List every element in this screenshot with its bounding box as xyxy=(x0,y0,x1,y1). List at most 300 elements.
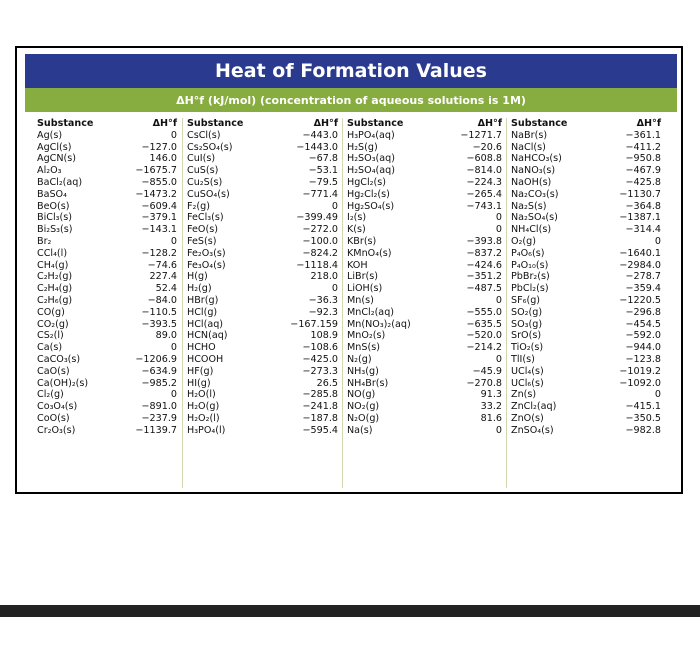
enthalpy-cell: 0 xyxy=(170,342,177,354)
table-row xyxy=(507,425,665,437)
enthalpy-cell: −270.8 xyxy=(466,377,502,389)
substance-cell: HgCl₂(s) xyxy=(347,176,386,188)
substance-cell: HCl(aq) xyxy=(187,318,224,330)
enthalpy-cell: −2984.0 xyxy=(619,259,661,271)
substance-cell: PbBr₂(s) xyxy=(511,271,550,283)
substance-cell: P₄O₆(s) xyxy=(511,247,545,259)
substance-cell: NH₄Br(s) xyxy=(347,377,389,389)
substance-cell: CuI(s) xyxy=(187,153,216,165)
table-row xyxy=(507,153,665,165)
table-row xyxy=(183,425,342,437)
enthalpy-cell: 146.0 xyxy=(149,153,177,165)
enthalpy-cell: −84.0 xyxy=(147,294,177,306)
substance-cell: CaCO₃(s) xyxy=(37,353,81,365)
substance-cell: LiOH(s) xyxy=(347,283,383,295)
table-row xyxy=(343,283,506,295)
table-row xyxy=(507,366,665,378)
substance-cell: MnS(s) xyxy=(347,342,380,354)
table-row xyxy=(33,189,181,201)
enthalpy-cell: 0 xyxy=(654,235,661,247)
substance-cell: Mn(NO₃)₂(aq) xyxy=(347,318,411,330)
table-row xyxy=(507,189,665,201)
enthalpy-cell: −487.5 xyxy=(466,283,502,295)
table-row xyxy=(33,401,181,413)
table-row xyxy=(343,236,506,248)
enthalpy-cell: −824.2 xyxy=(302,247,338,259)
table-row xyxy=(507,271,665,283)
substance-cell: H(g) xyxy=(187,271,208,283)
substance-cell: H₂SO₄(aq) xyxy=(347,165,396,177)
table-row xyxy=(507,177,665,189)
substance-cell: Na₂SO₄(s) xyxy=(511,212,558,224)
substance-cell: N₂O(g) xyxy=(347,412,380,424)
column-header xyxy=(507,118,665,130)
enthalpy-cell: −74.6 xyxy=(147,259,177,271)
table-row xyxy=(33,295,181,307)
table-row xyxy=(343,271,506,283)
substance-cell: Al₂O₃ xyxy=(37,165,62,177)
table-row xyxy=(343,248,506,260)
enthalpy-cell: −855.0 xyxy=(141,176,177,188)
substance-cell: Mn(s) xyxy=(347,294,374,306)
substance-cell: Na₂CO₃(s) xyxy=(511,188,559,200)
table-row xyxy=(507,283,665,295)
substance-cell: FeCl₃(s) xyxy=(187,212,224,224)
enthalpy-cell: −393.5 xyxy=(141,318,177,330)
table-row xyxy=(33,130,181,142)
enthalpy-cell: −454.5 xyxy=(625,318,661,330)
enthalpy-cell: −592.0 xyxy=(625,330,661,342)
enthalpy-cell: 0 xyxy=(331,200,338,212)
header-substance: Substance xyxy=(37,118,94,129)
table-row xyxy=(33,212,181,224)
substance-cell: KMnO₄(s) xyxy=(347,247,392,259)
enthalpy-cell: −379.1 xyxy=(141,212,177,224)
table-row xyxy=(33,201,181,213)
substance-cell: CS₂(l) xyxy=(37,330,64,342)
enthalpy-cell: −467.9 xyxy=(625,165,661,177)
enthalpy-cell: −143.1 xyxy=(141,224,177,236)
table-row xyxy=(507,413,665,425)
table-row xyxy=(343,366,506,378)
table-row xyxy=(343,401,506,413)
substance-cell: O₂(g) xyxy=(511,235,536,247)
header-value: ΔH°f xyxy=(636,118,661,129)
substance-cell: AgCN(s) xyxy=(37,153,77,165)
substance-cell: SO₃(g) xyxy=(511,318,543,330)
enthalpy-cell: −67.8 xyxy=(308,153,338,165)
enthalpy-cell: 0 xyxy=(495,424,502,436)
enthalpy-cell: −1387.1 xyxy=(619,212,661,224)
substance-cell: Cr₂O₃(s) xyxy=(37,424,76,436)
substance-cell: AgCl(s) xyxy=(37,141,72,153)
enthalpy-cell: −1139.7 xyxy=(135,424,177,436)
substance-cell: MnCl₂(aq) xyxy=(347,306,395,318)
enthalpy-cell: 0 xyxy=(654,389,661,401)
table-title: Heat of Formation Values xyxy=(25,54,677,88)
enthalpy-cell: −224.3 xyxy=(466,176,502,188)
table-row xyxy=(183,153,342,165)
enthalpy-cell: −555.0 xyxy=(466,306,502,318)
table-row xyxy=(507,354,665,366)
enthalpy-cell: 52.4 xyxy=(155,283,177,295)
table-row xyxy=(343,130,506,142)
enthalpy-cell: −265.4 xyxy=(466,188,502,200)
enthalpy-cell: −314.4 xyxy=(625,224,661,236)
substance-cell: LiBr(s) xyxy=(347,271,379,283)
substance-cell: FeO(s) xyxy=(187,224,218,236)
substance-cell: Fe₃O₄(s) xyxy=(187,259,226,271)
enthalpy-cell: −53.1 xyxy=(308,165,338,177)
enthalpy-cell: −425.0 xyxy=(302,353,338,365)
substance-cell: H₃PO₄(aq) xyxy=(347,129,395,141)
substance-cell: Cl₂(g) xyxy=(37,389,64,401)
table-row xyxy=(183,224,342,236)
substance-cell: CCl₄(l) xyxy=(37,247,68,259)
column-header xyxy=(183,118,342,130)
table-row xyxy=(183,165,342,177)
substance-cell: I₂(s) xyxy=(347,212,367,224)
table-row xyxy=(183,330,342,342)
enthalpy-cell: 0 xyxy=(170,389,177,401)
header-substance: Substance xyxy=(347,118,404,129)
enthalpy-cell: −891.0 xyxy=(141,401,177,413)
table-row xyxy=(33,389,181,401)
enthalpy-cell: −361.1 xyxy=(625,129,661,141)
table-row xyxy=(343,378,506,390)
table-row xyxy=(507,389,665,401)
substance-cell: H₂O(l) xyxy=(187,389,216,401)
substance-cell: H₂SO₃(aq) xyxy=(347,153,396,165)
substance-cell: CH₄(g) xyxy=(37,259,69,271)
table-row xyxy=(33,354,181,366)
substance-cell: SF₆(g) xyxy=(511,294,541,306)
substance-cell: P₄O₁₀(s) xyxy=(511,259,549,271)
enthalpy-cell: −296.8 xyxy=(625,306,661,318)
enthalpy-cell: −635.5 xyxy=(466,318,502,330)
enthalpy-cell: −1092.0 xyxy=(619,377,661,389)
enthalpy-cell: −411.2 xyxy=(625,141,661,153)
table-row xyxy=(343,330,506,342)
enthalpy-cell: 33.2 xyxy=(480,401,502,413)
enthalpy-cell: −609.4 xyxy=(141,200,177,212)
enthalpy-cell: −127.0 xyxy=(141,141,177,153)
enthalpy-cell: 91.3 xyxy=(480,389,502,401)
enthalpy-cell: −1206.9 xyxy=(135,353,177,365)
substance-cell: CuS(s) xyxy=(187,165,219,177)
table-row xyxy=(183,130,342,142)
column-header xyxy=(343,118,506,130)
enthalpy-cell: −985.2 xyxy=(141,377,177,389)
substance-cell: TiO₂(s) xyxy=(511,342,544,354)
table-row xyxy=(183,366,342,378)
table-row xyxy=(507,319,665,331)
substance-cell: Ca(OH)₂(s) xyxy=(37,377,89,389)
substance-cell: Ca(s) xyxy=(37,342,63,354)
table-row xyxy=(183,401,342,413)
substance-cell: N₂(g) xyxy=(347,353,372,365)
table-row xyxy=(183,342,342,354)
table-row xyxy=(183,142,342,154)
substance-cell: ZnSO₄(s) xyxy=(511,424,554,436)
table-row xyxy=(33,378,181,390)
enthalpy-cell: −110.5 xyxy=(141,306,177,318)
table-row xyxy=(183,413,342,425)
enthalpy-cell: −1271.7 xyxy=(460,129,502,141)
table-row xyxy=(507,142,665,154)
table-row xyxy=(183,248,342,260)
substance-cell: UCl₄(s) xyxy=(511,365,544,377)
substance-cell: NaOH(s) xyxy=(511,176,552,188)
table-row xyxy=(33,224,181,236)
enthalpy-cell: −1640.1 xyxy=(619,247,661,259)
table-row xyxy=(33,366,181,378)
substance-cell: CoO(s) xyxy=(37,412,70,424)
substance-cell: HF(g) xyxy=(187,365,214,377)
substance-cell: CsCl(s) xyxy=(187,129,221,141)
enthalpy-cell: −79.5 xyxy=(308,176,338,188)
table-row xyxy=(33,307,181,319)
substance-cell: H₃PO₄(l) xyxy=(187,424,226,436)
substance-cell: CaO(s) xyxy=(37,365,70,377)
substance-cell: CO(g) xyxy=(37,306,65,318)
table-row xyxy=(183,378,342,390)
enthalpy-cell: 0 xyxy=(495,294,502,306)
table-row xyxy=(33,165,181,177)
enthalpy-cell: −595.4 xyxy=(302,424,338,436)
table-row xyxy=(343,212,506,224)
table-row xyxy=(183,177,342,189)
enthalpy-cell: −123.8 xyxy=(625,353,661,365)
table-row xyxy=(507,212,665,224)
enthalpy-cell: −520.0 xyxy=(466,330,502,342)
table-row xyxy=(33,330,181,342)
table-row xyxy=(183,189,342,201)
table-row xyxy=(183,295,342,307)
substance-cell: MnO₂(s) xyxy=(347,330,386,342)
enthalpy-cell: 26.5 xyxy=(316,377,338,389)
substance-cell: HCHO xyxy=(187,342,216,354)
enthalpy-cell: −743.1 xyxy=(466,200,502,212)
enthalpy-cell: −1220.5 xyxy=(619,294,661,306)
enthalpy-cell: −424.6 xyxy=(466,259,502,271)
table-row xyxy=(343,342,506,354)
enthalpy-cell: −1019.2 xyxy=(619,365,661,377)
substance-cell: NO₂(g) xyxy=(347,401,380,413)
table-row xyxy=(343,307,506,319)
table-row xyxy=(343,354,506,366)
substance-cell: C₂H₆(g) xyxy=(37,294,73,306)
enthalpy-cell: −92.3 xyxy=(308,306,338,318)
substance-cell: C₂H₄(g) xyxy=(37,283,73,295)
substance-cell: KOH xyxy=(347,259,368,271)
enthalpy-cell: −1443.0 xyxy=(296,141,338,153)
table-row xyxy=(183,201,342,213)
table-row xyxy=(343,189,506,201)
enthalpy-cell: 108.9 xyxy=(310,330,338,342)
enthalpy-cell: 0 xyxy=(331,283,338,295)
enthalpy-cell: −608.8 xyxy=(466,153,502,165)
substance-cell: NO(g) xyxy=(347,389,376,401)
heat-of-formation-table xyxy=(15,46,683,494)
enthalpy-cell: −20.6 xyxy=(472,141,502,153)
substance-cell: Zn(s) xyxy=(511,389,537,401)
enthalpy-cell: −364.8 xyxy=(625,200,661,212)
table-row xyxy=(183,389,342,401)
substance-cell: H₂O₂(l) xyxy=(187,412,220,424)
table-row xyxy=(343,413,506,425)
enthalpy-cell: 0 xyxy=(495,353,502,365)
table-row xyxy=(183,283,342,295)
table-row xyxy=(33,236,181,248)
table-row xyxy=(343,389,506,401)
enthalpy-cell: 0 xyxy=(495,224,502,236)
substance-cell: Hg₂SO₄(s) xyxy=(347,200,395,212)
table-row xyxy=(33,260,181,272)
table-row xyxy=(343,201,506,213)
substance-cell: BaCl₂(aq) xyxy=(37,176,83,188)
table-row xyxy=(343,142,506,154)
enthalpy-cell: −415.1 xyxy=(625,401,661,413)
substance-cell: ZnO(s) xyxy=(511,412,544,424)
enthalpy-cell: −36.3 xyxy=(308,294,338,306)
table-row xyxy=(507,130,665,142)
table-row xyxy=(343,319,506,331)
table-column-3 xyxy=(342,118,506,488)
substance-cell: Na(s) xyxy=(347,424,373,436)
enthalpy-cell: −393.8 xyxy=(466,235,502,247)
enthalpy-cell: −443.0 xyxy=(302,129,338,141)
substance-cell: C₂H₂(g) xyxy=(37,271,73,283)
table-row xyxy=(33,283,181,295)
table-row xyxy=(507,260,665,272)
enthalpy-cell: −425.8 xyxy=(625,176,661,188)
table-row xyxy=(183,307,342,319)
substance-cell: Hg₂Cl₂(s) xyxy=(347,188,390,200)
table-row xyxy=(343,224,506,236)
enthalpy-cell: −187.8 xyxy=(302,412,338,424)
table-row xyxy=(507,236,665,248)
substance-cell: Cs₂SO₄(s) xyxy=(187,141,233,153)
enthalpy-cell: −167.159 xyxy=(290,318,338,330)
header-value: ΔH°f xyxy=(152,118,177,129)
enthalpy-cell: −273.3 xyxy=(302,365,338,377)
table-row xyxy=(183,319,342,331)
substance-cell: CO₂(g) xyxy=(37,318,69,330)
substance-cell: K(s) xyxy=(347,224,366,236)
substance-cell: HCN(aq) xyxy=(187,330,228,342)
substance-cell: BaSO₄ xyxy=(37,188,67,200)
substance-cell: NH₄Cl(s) xyxy=(511,224,552,236)
substance-cell: TlI(s) xyxy=(511,353,535,365)
table-row xyxy=(33,177,181,189)
table-row xyxy=(507,248,665,260)
substance-cell: HCOOH xyxy=(187,353,224,365)
table-row xyxy=(183,354,342,366)
substance-cell: CuSO₄(s) xyxy=(187,188,230,200)
enthalpy-cell: −399.49 xyxy=(296,212,338,224)
table-row xyxy=(183,271,342,283)
header-substance: Substance xyxy=(187,118,244,129)
substance-cell: Br₂ xyxy=(37,235,52,247)
table-row xyxy=(33,142,181,154)
enthalpy-cell: 0 xyxy=(170,129,177,141)
table-row xyxy=(343,165,506,177)
substance-cell: BeO(s) xyxy=(37,200,70,212)
table-row xyxy=(33,319,181,331)
table-row xyxy=(507,307,665,319)
enthalpy-cell: −359.4 xyxy=(625,283,661,295)
bottom-bar xyxy=(0,605,700,617)
enthalpy-cell: −237.9 xyxy=(141,412,177,424)
table-row xyxy=(343,295,506,307)
substance-cell: NaCl(s) xyxy=(511,141,546,153)
enthalpy-cell: 227.4 xyxy=(149,271,177,283)
substance-cell: NH₃(g) xyxy=(347,365,379,377)
substance-cell: NaBr(s) xyxy=(511,129,548,141)
substance-cell: BiCl₃(s) xyxy=(37,212,72,224)
substance-cell: HI(g) xyxy=(187,377,211,389)
table-row xyxy=(507,201,665,213)
table-row xyxy=(183,260,342,272)
table-column-4 xyxy=(506,118,665,488)
substance-cell: F₂(g) xyxy=(187,200,210,212)
enthalpy-cell: −814.0 xyxy=(466,165,502,177)
table-row xyxy=(183,236,342,248)
substance-cell: KBr(s) xyxy=(347,235,377,247)
table-row xyxy=(507,165,665,177)
table-row xyxy=(343,425,506,437)
table-row xyxy=(507,342,665,354)
enthalpy-cell: −1473.2 xyxy=(135,188,177,200)
substance-cell: UCl₆(s) xyxy=(511,377,544,389)
table-row xyxy=(343,260,506,272)
enthalpy-cell: −350.5 xyxy=(625,412,661,424)
enthalpy-cell: −1675.7 xyxy=(135,165,177,177)
substance-cell: NaNO₃(s) xyxy=(511,165,556,177)
substance-cell: H₂O(g) xyxy=(187,401,220,413)
table-row xyxy=(33,342,181,354)
table-row xyxy=(33,153,181,165)
substance-cell: Fe₂O₃(s) xyxy=(187,247,226,259)
substance-cell: Bi₂S₃(s) xyxy=(37,224,73,236)
enthalpy-cell: −285.8 xyxy=(302,389,338,401)
substance-cell: SO₂(g) xyxy=(511,306,543,318)
enthalpy-cell: −351.2 xyxy=(466,271,502,283)
table-row xyxy=(33,425,181,437)
table-row xyxy=(507,401,665,413)
substance-cell: FeS(s) xyxy=(187,235,217,247)
table-subtitle: ΔH°f (kJ/mol) (concentration of aqueous solutions is 1M) xyxy=(25,88,677,112)
substance-cell: HCl(g) xyxy=(187,306,218,318)
enthalpy-cell: −944.0 xyxy=(625,342,661,354)
table-row xyxy=(183,212,342,224)
enthalpy-cell: −1118.4 xyxy=(296,259,338,271)
header-value: ΔH°f xyxy=(477,118,502,129)
header-value: ΔH°f xyxy=(313,118,338,129)
enthalpy-cell: −771.4 xyxy=(302,188,338,200)
table-row xyxy=(507,378,665,390)
column-header xyxy=(33,118,181,130)
substance-cell: NaHCO₃(s) xyxy=(511,153,562,165)
table-column-1 xyxy=(33,118,181,488)
substance-cell: Ag(s) xyxy=(37,129,63,141)
header-substance: Substance xyxy=(511,118,568,129)
enthalpy-cell: −128.2 xyxy=(141,247,177,259)
table-row xyxy=(343,177,506,189)
enthalpy-cell: −982.8 xyxy=(625,424,661,436)
enthalpy-cell: −214.2 xyxy=(466,342,502,354)
